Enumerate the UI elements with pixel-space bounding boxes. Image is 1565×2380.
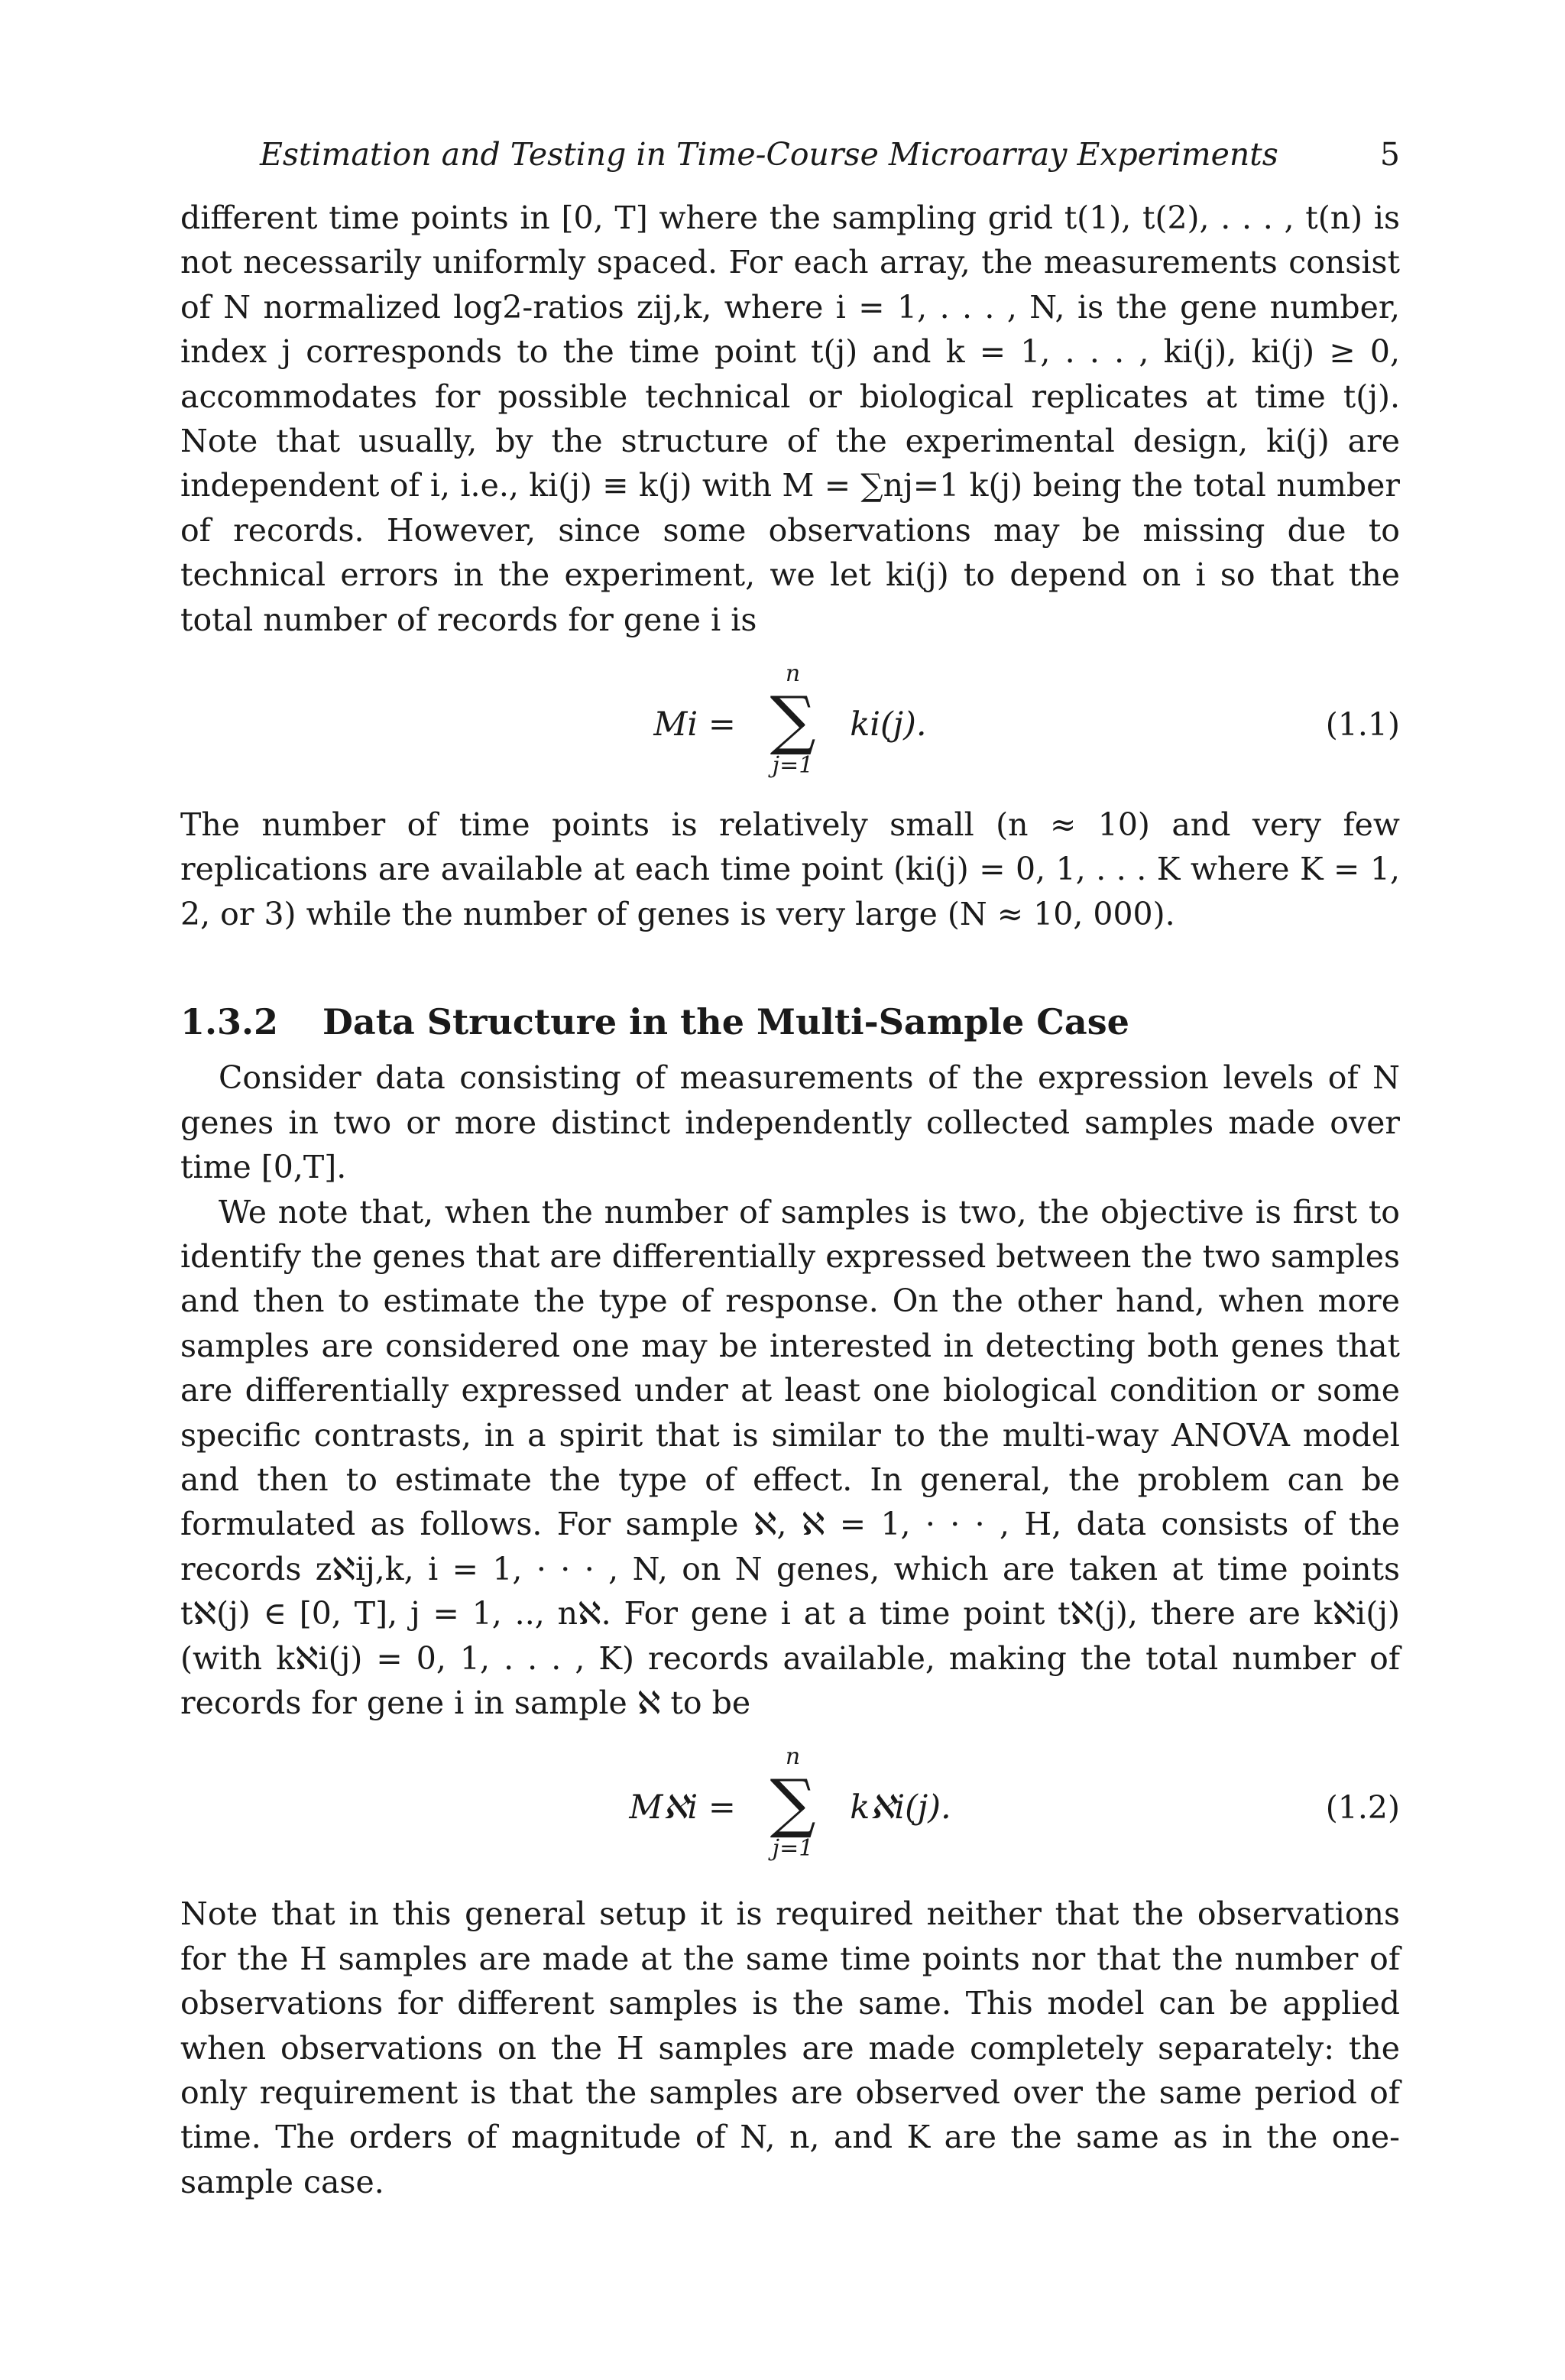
summation [751,660,835,780]
equation-1-1 [180,642,1400,803]
section-heading [180,999,1400,1045]
paragraph-intro: different time points in [0, T] where the sampling grid t(1), t(2), . . . , t(n) is not necessarily uniformly spaced. For each array, the measurements consist of N normalized log2-ratios zij,k, where i = 1, . . . , N, is the gene number, index j corresponds to the time point t(j) and k = 1, . . . , ki(j), ki(j) ≥ 0, accommodates for possible technical or biological replicates at time t(j). Note that usually, by the structure of the experimental design, ki(j) are independent of i, i.e., ki(j) ≡ k(j) with M = ∑nj=1 k(j) being the total number of records. However, since some observations may be missing due to technical errors in the experiment, we let ki(j) to depend on i so that the total number of records for gene i is [180,199,1400,638]
equation-inner [653,660,926,790]
page [180,122,1400,2262]
page-number: 5 [1379,136,1400,173]
equation-number: (1.1) [1325,706,1400,744]
paragraph-consider-data: Consider data consisting of measurements of the expression levels of N genes in two or more distinct independently collected samples made over time [0,T]. [180,1059,1400,1186]
paragraph-general-setup: Note that in this general setup it is required neither that the observations for the H samples are made at the same time points nor that the number of observations for different samples is the same. This model can be applied when observations on the H samples are made completely separately: the only requirement is that the samples are observed over the same period of time. The orders of magnitude of N, n, and K are the same as in the one-sample case. [180,1895,1400,2200]
equation-rhs: ki(j). [850,705,927,744]
summation-lower-limit: j=1 [772,1835,814,1863]
section-number: 1.3.2 [180,1001,279,1043]
paragraph-multi-sample: We note that, when the number of samples is two, the objective is first to identify the genes that are differentially expressed between the two samples and then to estimate the type of response. On the other hand, when more samples are considered one may be interested in detecting both genes that are differentially expressed under at least one biological condition or some specific contrasts, in a spirit that is similar to the multi-way ANOVA model and then to estimate the type of effect. In general, the problem can be formulated as follows. For sample ℵ, ℵ = 1, · · · , H, data consists of the records zℵij,k, i = 1, · · · , N, on N genes, which are taken at time points tℵ(j) ∈ [0, T], j = 1, .., nℵ. For gene i at a time point tℵ(j), there are kℵi(j) (with kℵi(j) = 0, 1, . . . , K) records available, making the total number of records for gene i in sample ℵ to be [180,1193,1400,1721]
running-title: Estimation and Testing in Time-Course Microarray Experiments [260,136,1278,173]
equation-inner [629,1743,951,1873]
equation-rhs: kℵi(j). [850,1788,951,1827]
equation-body [180,1725,1400,1892]
equation-number: (1.2) [1325,1789,1400,1827]
equation-lhs: Mi = [653,705,736,744]
summation-sign: ∑ [770,683,816,758]
summation-sign: ∑ [770,1766,816,1841]
summation-lower-limit: j=1 [772,752,814,780]
body-text [180,196,1400,2204]
equation-lhs: Mℵi = [629,1788,736,1827]
section-title: Data Structure in the Multi-Sample Case [322,1001,1129,1043]
equation-1-2 [180,1725,1400,1892]
summation-upper-limit: n [785,660,801,688]
running-head [180,122,1400,196]
summation [751,1743,835,1863]
summation-upper-limit: n [785,1743,801,1771]
paragraph-time-points: The number of time points is relatively small (n ≈ 10) and very few replications are available at each time point (ki(j) = 0, 1, . . . K where K = 1, 2, or 3) while the number of genes is very large (N ≈ 10, 000). [180,806,1400,932]
equation-body [180,642,1400,803]
